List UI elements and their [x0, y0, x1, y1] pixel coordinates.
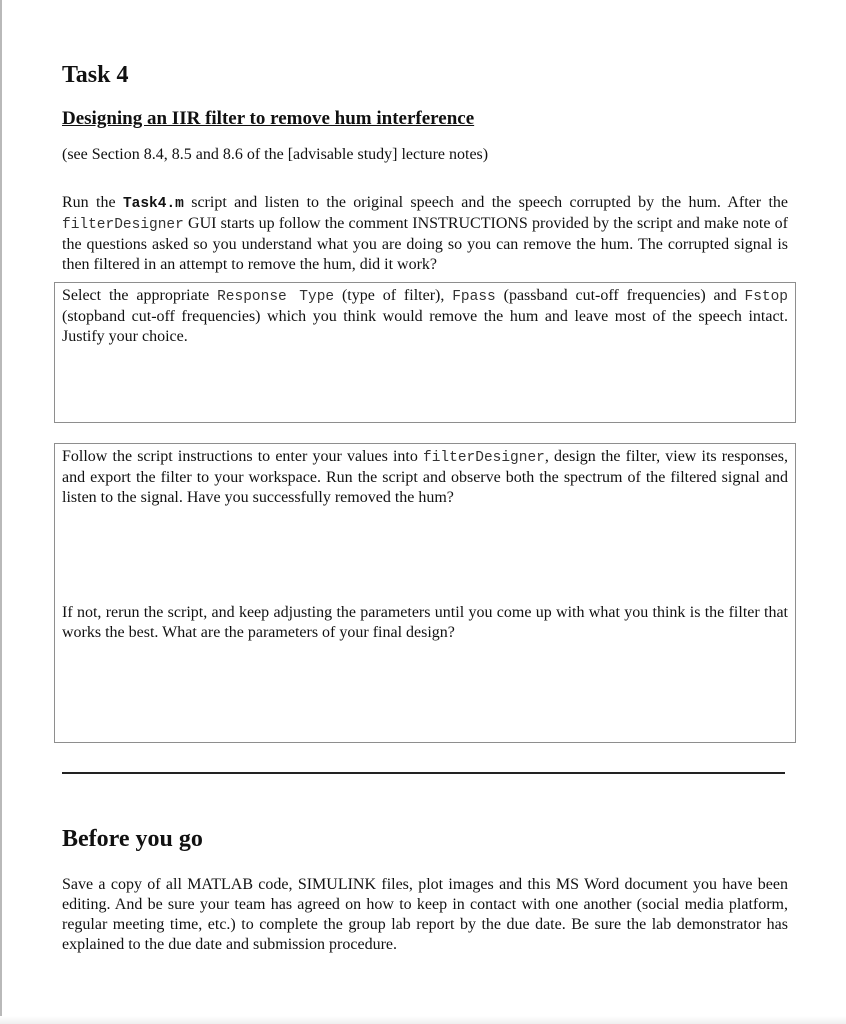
box2-text-2: , design the filter, view its responses, and export the filter to your workspace. Run the script and observe both the spectrum of the filtered signal and listen to the signal. Have you successfully removed the hum?: [62, 448, 788, 506]
box1-text-4: (stopband cut-off frequencies) which you think would remove the hum and leave most of the speech intact. Justify your choice.: [62, 308, 788, 345]
intro-text-3: GUI starts up follow the comment INSTRUCTIONS provided by the script and make note of the questions asked so you understand what you are doing so you can remove the hum. The corrupted signal is then filtered in an attempt to remove the hum, did it work?: [62, 215, 788, 273]
box1-text-1: Select the appropriate: [62, 287, 218, 304]
page-bottom-shade: [0, 1016, 846, 1024]
before-title: Before you go: [62, 826, 203, 852]
box1-question: [62, 286, 788, 347]
task-subtitle: Designing an IIR filter to remove hum interference: [62, 108, 475, 129]
box2-code-tool: filterDesigner: [423, 450, 545, 466]
answer-box-1[interactable]: [54, 282, 796, 423]
before-body: Save a copy of all MATLAB code, SIMULINK files, plot images and this MS Word document you have been editing. And be sure your team has agreed on how to keep in contact with one another (social media platform, regular meeting time, etc.) to complete the group lab report by the due date. Be sure the lab demonstrator has explained to the due date and submission procedure.: [62, 876, 788, 953]
page-edge: [0, 0, 2, 1024]
box2-text-1: Follow the script instructions to enter your values into: [62, 448, 424, 465]
intro-paragraph: [62, 193, 788, 275]
box2-question-2: If not, rerun the script, and keep adjusting the parameters until you come up with what you think is the filter that works the best. What are the parameters of your final design?: [62, 604, 788, 641]
intro-code-tool: filterDesigner: [62, 217, 184, 233]
intro-text-2: script and listen to the original speech and the speech corrupted by the hum. After the: [183, 194, 789, 211]
intro-text-1: Run the: [62, 194, 123, 211]
intro-code-script: Task4.m: [122, 196, 184, 212]
box1-code-response-type: Response Type: [217, 289, 335, 305]
box1-text-3: (passband cut-off frequencies) and: [495, 287, 745, 304]
answer-box-2[interactable]: [54, 443, 796, 743]
box1-text-2: (type of filter),: [334, 287, 453, 304]
task-reference: (see Section 8.4, 8.5 and 8.6 of the [advisable study] lecture notes): [62, 146, 489, 163]
task-title: Task 4: [62, 62, 129, 88]
box2-question-1: [62, 447, 788, 508]
box1-code-fstop: Fstop: [744, 289, 789, 305]
section-divider: [62, 772, 785, 774]
box1-code-fpass: Fpass: [452, 289, 496, 305]
